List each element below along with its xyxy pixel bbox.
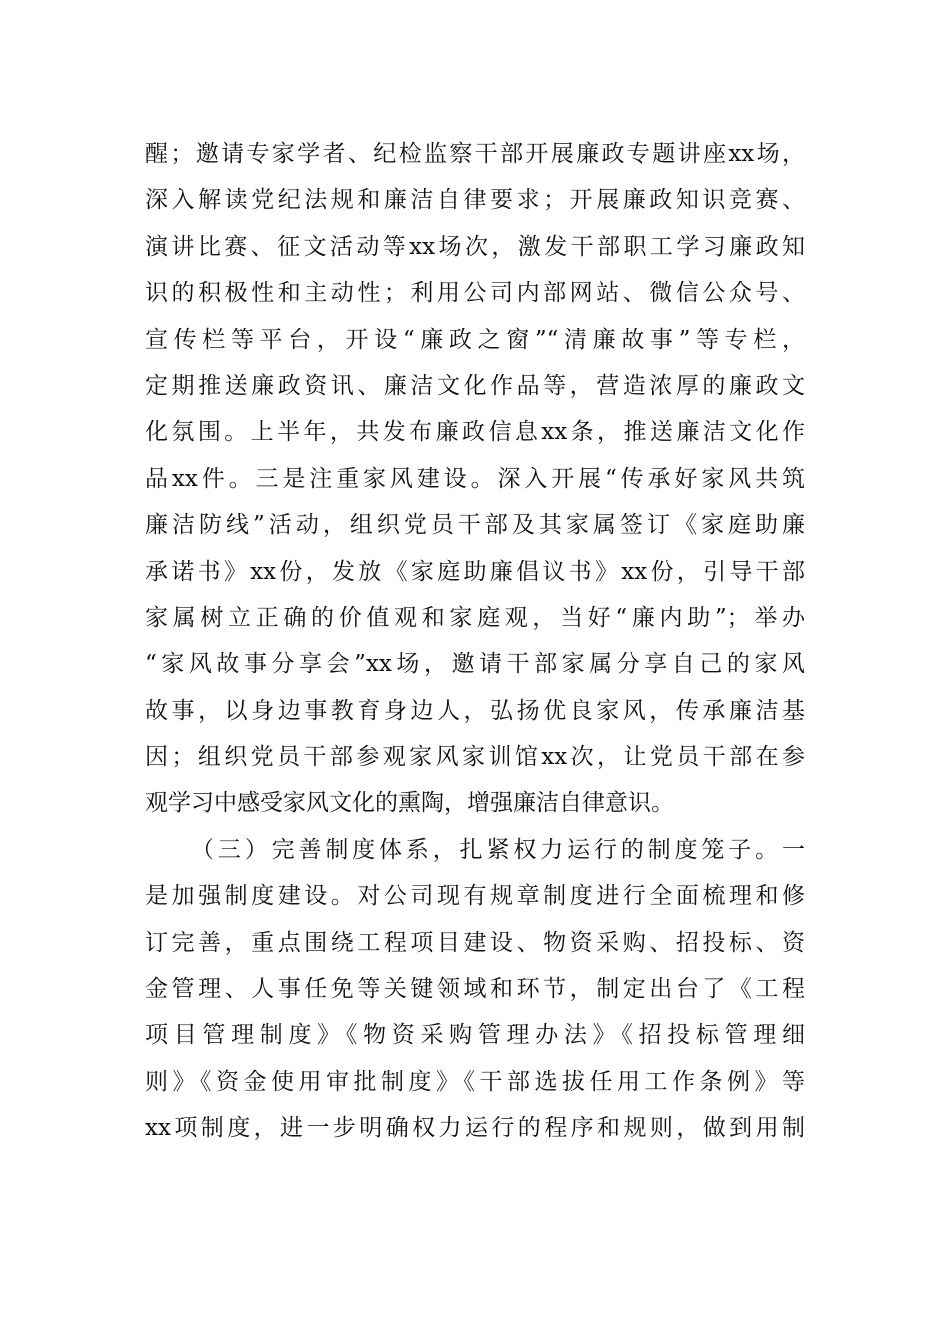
text-line-20: 项目管理制度》《物资采购管理办法》《招投标管理细 (145, 1022, 805, 1049)
text-line-21: 则》《资金使用审批制度》《干部选拔任用工作条例》等 (145, 1068, 805, 1095)
text-line-15: 观学习中感受家风文化的熏陶，增强廉洁自律意识。 (145, 790, 674, 817)
text-line-9: 廉洁防线”活动，组织党员干部及其家属签订《家庭助廉 (145, 512, 805, 539)
text-line-7: 化氛围。上半年，共发布廉政信息xx条，推送廉洁文化作 (145, 419, 805, 446)
text-line-8: 品xx件。三是注重家风建设。深入开展“传承好家风共筑 (145, 465, 805, 492)
text-line-2: 深入解读党纪法规和廉洁自律要求；开展廉政知识竞赛、 (145, 187, 805, 214)
text-line-1: 醒；邀请专家学者、纪检监察干部开展廉政专题讲座xx场， (145, 141, 805, 167)
text-line-19: 金管理、人事任免等关键领域和环节，制定出台了《工程 (145, 976, 805, 1003)
text-line-13: 故事，以身边事教育身边人，弘扬优良家风，传承廉洁基 (145, 697, 805, 724)
text-line-16: （三）完善制度体系，扎紧权力运行的制度笼子。一 (191, 836, 805, 863)
text-line-17: 是加强制度建设。对公司现有规章制度进行全面梳理和修 (145, 883, 805, 910)
text-line-6: 定期推送廉政资讯、廉洁文化作品等，营造浓厚的廉政文 (145, 372, 805, 399)
text-line-18: 订完善，重点围绕工程项目建设、物资采购、招投标、资 (145, 929, 805, 956)
text-line-11: 家属树立正确的价值观和家庭观，当好“廉内助”；举办 (145, 604, 805, 631)
text-line-10: 承诺书》xx份，发放《家庭助廉倡议书》xx份，引导干部 (145, 558, 805, 585)
text-line-22: xx项制度，进一步明确权力运行的程序和规则，做到用制 (145, 1115, 805, 1142)
text-line-12: “家风故事分享会”xx场，邀请干部家属分享自己的家风 (145, 651, 805, 678)
body-text (145, 131, 805, 1152)
text-line-14: 因；组织党员干部参观家风家训馆xx次，让党员干部在参 (145, 744, 805, 771)
text-line-4: 识的积极性和主动性；利用公司内部网站、微信公众号、 (145, 280, 805, 307)
text-line-5: 宣传栏等平台，开设“廉政之窗”“清廉故事”等专栏， (145, 326, 805, 353)
text-line-3: 演讲比赛、征文活动等xx场次，激发干部职工学习廉政知 (145, 233, 805, 260)
